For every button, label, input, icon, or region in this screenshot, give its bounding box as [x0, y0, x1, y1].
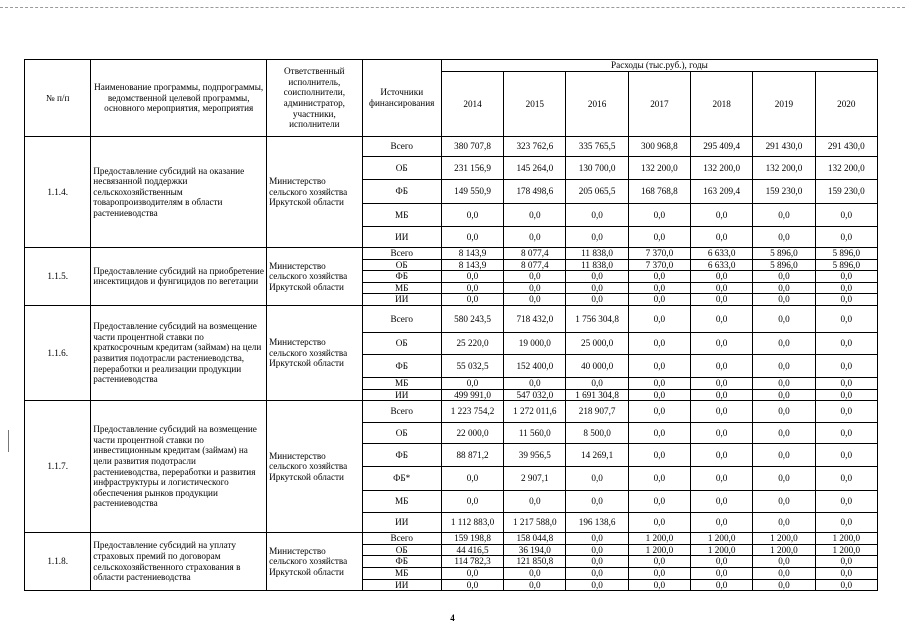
amount-cell: 0,0: [566, 544, 628, 556]
funding-source: ФБ: [362, 271, 441, 283]
amount-cell: 0,0: [753, 294, 815, 306]
funding-source: ОБ: [362, 544, 441, 556]
amount-cell: 0,0: [628, 282, 690, 294]
amount-cell: 335 765,5: [566, 137, 628, 157]
amount-cell: 580 243,5: [441, 305, 503, 332]
page-number: 4: [450, 613, 455, 623]
amount-cell: 8 143,9: [441, 248, 503, 260]
amount-cell: 0,0: [441, 227, 503, 248]
executor-name: Министерство сельского хозяйства Иркутской области: [267, 533, 362, 591]
amount-cell: 0,0: [691, 377, 753, 389]
amount-cell: 22 000,0: [441, 423, 503, 444]
funding-source: Всего: [362, 401, 441, 423]
amount-cell: 132 200,0: [815, 157, 877, 180]
amount-cell: 0,0: [504, 294, 566, 306]
amount-cell: 0,0: [441, 579, 503, 591]
header-year: 2020: [815, 72, 877, 137]
header-year: 2019: [753, 72, 815, 137]
amount-cell: 158 044,8: [504, 533, 566, 545]
amount-cell: 0,0: [753, 377, 815, 389]
amount-cell: 39 956,5: [504, 444, 566, 467]
amount-cell: 5 896,0: [815, 248, 877, 260]
amount-cell: 0,0: [815, 204, 877, 227]
table-row: [25, 248, 878, 260]
funding-source: ФБ: [362, 556, 441, 568]
amount-cell: 0,0: [691, 567, 753, 579]
amount-cell: 8 500,0: [566, 423, 628, 444]
amount-cell: 0,0: [566, 556, 628, 568]
amount-cell: 0,0: [566, 227, 628, 248]
header-year: 2017: [628, 72, 690, 137]
amount-cell: 159 230,0: [815, 180, 877, 204]
amount-cell: 0,0: [753, 389, 815, 401]
amount-cell: 380 707,8: [441, 137, 503, 157]
funding-source: ИИ: [362, 579, 441, 591]
amount-cell: 1 200,0: [815, 533, 877, 545]
header-sources: Источники финансирования: [362, 60, 441, 137]
header-year: 2016: [566, 72, 628, 137]
funding-source: МБ: [362, 567, 441, 579]
amount-cell: 0,0: [815, 444, 877, 467]
funding-source: ИИ: [362, 513, 441, 533]
amount-cell: 0,0: [691, 556, 753, 568]
funding-source: ФБ: [362, 354, 441, 377]
amount-cell: 0,0: [566, 467, 628, 491]
amount-cell: 0,0: [441, 282, 503, 294]
amount-cell: 8 143,9: [441, 259, 503, 271]
amount-cell: 218 907,7: [566, 401, 628, 423]
amount-cell: 0,0: [691, 444, 753, 467]
amount-cell: 0,0: [691, 579, 753, 591]
amount-cell: 499 991,0: [441, 389, 503, 401]
amount-cell: 0,0: [566, 294, 628, 306]
amount-cell: 88 871,2: [441, 444, 503, 467]
amount-cell: 0,0: [691, 467, 753, 491]
table-row: [25, 137, 878, 157]
amount-cell: 0,0: [441, 294, 503, 306]
amount-cell: 6 633,0: [691, 248, 753, 260]
amount-cell: 0,0: [815, 332, 877, 354]
amount-cell: 5 896,0: [815, 259, 877, 271]
amount-cell: 152 400,0: [504, 354, 566, 377]
funding-source: ФБ: [362, 444, 441, 467]
amount-cell: 0,0: [691, 491, 753, 513]
amount-cell: 1 200,0: [753, 533, 815, 545]
amount-cell: 295 409,4: [691, 137, 753, 157]
scan-top-edge: [0, 7, 905, 8]
amount-cell: 0,0: [753, 467, 815, 491]
amount-cell: 0,0: [815, 467, 877, 491]
amount-cell: 1 691 304,8: [566, 389, 628, 401]
amount-cell: 0,0: [566, 282, 628, 294]
funding-source: ОБ: [362, 259, 441, 271]
amount-cell: 0,0: [441, 567, 503, 579]
amount-cell: 0,0: [691, 294, 753, 306]
funding-source: Всего: [362, 305, 441, 332]
amount-cell: 0,0: [441, 467, 503, 491]
margin-mark: [8, 430, 9, 452]
amount-cell: 19 000,0: [504, 332, 566, 354]
amount-cell: 0,0: [691, 271, 753, 283]
amount-cell: 11 838,0: [566, 248, 628, 260]
amount-cell: 121 850,8: [504, 556, 566, 568]
amount-cell: 0,0: [815, 401, 877, 423]
amount-cell: 114 782,3: [441, 556, 503, 568]
amount-cell: 0,0: [628, 332, 690, 354]
budget-table-body: [25, 137, 878, 591]
amount-cell: 0,0: [753, 567, 815, 579]
amount-cell: 0,0: [504, 491, 566, 513]
amount-cell: 14 269,1: [566, 444, 628, 467]
executor-name: Министерство сельского хозяйства Иркутской области: [267, 401, 362, 533]
amount-cell: 0,0: [815, 282, 877, 294]
funding-source: МБ: [362, 282, 441, 294]
header-executor: Ответственный исполнитель, соисполнители, администратор, участники, исполнители: [267, 60, 362, 137]
amount-cell: 2 907,1: [504, 467, 566, 491]
amount-cell: 8 077,4: [504, 248, 566, 260]
amount-cell: 0,0: [441, 491, 503, 513]
amount-cell: 323 762,6: [504, 137, 566, 157]
amount-cell: 0,0: [504, 271, 566, 283]
amount-cell: 0,0: [504, 227, 566, 248]
amount-cell: 0,0: [815, 271, 877, 283]
funding-source: Всего: [362, 533, 441, 545]
amount-cell: 0,0: [753, 556, 815, 568]
amount-cell: 0,0: [566, 567, 628, 579]
amount-cell: 0,0: [628, 491, 690, 513]
amount-cell: 1 217 588,0: [504, 513, 566, 533]
amount-cell: 130 700,0: [566, 157, 628, 180]
row-number: 1.1.7.: [25, 401, 91, 533]
header-num: № п/п: [25, 60, 91, 137]
amount-cell: 0,0: [628, 444, 690, 467]
amount-cell: 0,0: [628, 271, 690, 283]
header-expenses: Расходы (тыс.руб.), годы: [441, 60, 877, 72]
program-name: Предоставление субсидий на оказание несвязанной поддержки сельскохозяйственным товаропроизводителям в области растениеводства: [91, 137, 267, 248]
program-name: Предоставление субсидий на уплату страховых премий по договорам сельскохозяйственного страхования в области растениеводства: [91, 533, 267, 591]
amount-cell: 1 223 754,2: [441, 401, 503, 423]
funding-source: Всего: [362, 248, 441, 260]
amount-cell: 11 560,0: [504, 423, 566, 444]
funding-source: ИИ: [362, 227, 441, 248]
amount-cell: 0,0: [753, 282, 815, 294]
amount-cell: 0,0: [628, 567, 690, 579]
amount-cell: 291 430,0: [815, 137, 877, 157]
amount-cell: 145 264,0: [504, 157, 566, 180]
amount-cell: 1 756 304,8: [566, 305, 628, 332]
table-row: [25, 305, 878, 332]
amount-cell: 0,0: [753, 513, 815, 533]
table-row: [25, 401, 878, 423]
amount-cell: 0,0: [815, 377, 877, 389]
amount-cell: 0,0: [691, 423, 753, 444]
amount-cell: 0,0: [691, 204, 753, 227]
funding-source: ОБ: [362, 332, 441, 354]
amount-cell: 0,0: [504, 567, 566, 579]
amount-cell: 0,0: [815, 227, 877, 248]
amount-cell: 0,0: [441, 271, 503, 283]
amount-cell: 0,0: [691, 354, 753, 377]
executor-name: Министерство сельского хозяйства Иркутской области: [267, 305, 362, 400]
amount-cell: 0,0: [628, 579, 690, 591]
funding-source: ФБ: [362, 180, 441, 204]
amount-cell: 1 200,0: [753, 544, 815, 556]
row-number: 1.1.5.: [25, 248, 91, 306]
funding-source: ОБ: [362, 157, 441, 180]
amount-cell: 0,0: [628, 423, 690, 444]
amount-cell: 36 194,0: [504, 544, 566, 556]
amount-cell: 1 200,0: [691, 544, 753, 556]
amount-cell: 0,0: [815, 354, 877, 377]
amount-cell: 291 430,0: [753, 137, 815, 157]
amount-cell: 231 156,9: [441, 157, 503, 180]
amount-cell: 55 032,5: [441, 354, 503, 377]
amount-cell: 11 838,0: [566, 259, 628, 271]
amount-cell: 1 200,0: [628, 533, 690, 545]
amount-cell: 0,0: [753, 401, 815, 423]
amount-cell: 0,0: [815, 556, 877, 568]
amount-cell: 0,0: [441, 204, 503, 227]
amount-cell: 0,0: [753, 271, 815, 283]
amount-cell: 8 077,4: [504, 259, 566, 271]
amount-cell: 0,0: [566, 491, 628, 513]
amount-cell: 0,0: [628, 294, 690, 306]
amount-cell: 25 000,0: [566, 332, 628, 354]
amount-cell: 0,0: [691, 305, 753, 332]
amount-cell: 0,0: [504, 282, 566, 294]
amount-cell: 0,0: [815, 389, 877, 401]
amount-cell: 0,0: [566, 271, 628, 283]
amount-cell: 0,0: [691, 332, 753, 354]
amount-cell: 0,0: [566, 579, 628, 591]
amount-cell: 149 550,9: [441, 180, 503, 204]
amount-cell: 0,0: [628, 389, 690, 401]
amount-cell: 0,0: [753, 491, 815, 513]
amount-cell: 5 896,0: [753, 248, 815, 260]
amount-cell: 0,0: [753, 423, 815, 444]
amount-cell: 1 200,0: [691, 533, 753, 545]
program-name: Предоставление субсидий на приобретение инсектицидов и фунгицидов по вегетации: [91, 248, 267, 306]
amount-cell: 0,0: [753, 579, 815, 591]
amount-cell: 1 200,0: [815, 544, 877, 556]
amount-cell: 7 370,0: [628, 259, 690, 271]
amount-cell: 0,0: [815, 294, 877, 306]
amount-cell: 159 230,0: [753, 180, 815, 204]
amount-cell: 0,0: [691, 282, 753, 294]
amount-cell: 5 896,0: [753, 259, 815, 271]
amount-cell: 0,0: [753, 444, 815, 467]
table-row: [25, 533, 878, 545]
amount-cell: 40 000,0: [566, 354, 628, 377]
funding-source: МБ: [362, 377, 441, 389]
amount-cell: 0,0: [566, 204, 628, 227]
amount-cell: 0,0: [504, 377, 566, 389]
amount-cell: 0,0: [815, 305, 877, 332]
amount-cell: 0,0: [691, 401, 753, 423]
funding-source: МБ: [362, 204, 441, 227]
amount-cell: 0,0: [628, 513, 690, 533]
amount-cell: 6 633,0: [691, 259, 753, 271]
program-name: Предоставление субсидий на возмещение части процентной ставки по инвестиционным кредитам (займам) на цели развития подотрасли растениеводства, переработки и развития инфраструктуры и логистического обеспечения рынков продукции растениеводства: [91, 401, 267, 533]
amount-cell: 0,0: [628, 354, 690, 377]
amount-cell: 0,0: [441, 377, 503, 389]
header-name: Наименование программы, подпрограммы, ведомственной целевой программы, основного мероприятия, мероприятия: [91, 60, 267, 137]
amount-cell: 718 432,0: [504, 305, 566, 332]
amount-cell: 0,0: [815, 423, 877, 444]
amount-cell: 0,0: [628, 227, 690, 248]
amount-cell: 178 498,6: [504, 180, 566, 204]
amount-cell: 0,0: [815, 491, 877, 513]
program-name: Предоставление субсидий на возмещение части процентной ставки по краткосрочным кредитам (займам) на цели развития подотрасли растениеводства, переработки и реализации продукции растениеводства: [91, 305, 267, 400]
amount-cell: 0,0: [504, 579, 566, 591]
amount-cell: 0,0: [566, 533, 628, 545]
amount-cell: 7 370,0: [628, 248, 690, 260]
header-year: 2014: [441, 72, 503, 137]
amount-cell: 0,0: [628, 467, 690, 491]
header-year: 2018: [691, 72, 753, 137]
executor-name: Министерство сельского хозяйства Иркутской области: [267, 248, 362, 306]
funding-source: ОБ: [362, 423, 441, 444]
amount-cell: 1 272 011,6: [504, 401, 566, 423]
amount-cell: 205 065,5: [566, 180, 628, 204]
amount-cell: 0,0: [815, 579, 877, 591]
amount-cell: 0,0: [691, 227, 753, 248]
amount-cell: 0,0: [628, 556, 690, 568]
amount-cell: 0,0: [753, 305, 815, 332]
amount-cell: 44 416,5: [441, 544, 503, 556]
amount-cell: 0,0: [753, 204, 815, 227]
funding-source: ИИ: [362, 294, 441, 306]
amount-cell: 0,0: [504, 204, 566, 227]
funding-source: ИИ: [362, 389, 441, 401]
amount-cell: 196 138,6: [566, 513, 628, 533]
executor-name: Министерство сельского хозяйства Иркутской области: [267, 137, 362, 248]
amount-cell: 0,0: [566, 377, 628, 389]
amount-cell: 0,0: [691, 389, 753, 401]
amount-cell: 547 032,0: [504, 389, 566, 401]
amount-cell: 1 200,0: [628, 544, 690, 556]
amount-cell: 0,0: [753, 354, 815, 377]
amount-cell: 132 200,0: [628, 157, 690, 180]
amount-cell: 168 768,8: [628, 180, 690, 204]
amount-cell: 163 209,4: [691, 180, 753, 204]
budget-table: [24, 59, 878, 591]
amount-cell: 0,0: [691, 513, 753, 533]
funding-source: Всего: [362, 137, 441, 157]
amount-cell: 132 200,0: [753, 157, 815, 180]
amount-cell: 0,0: [628, 305, 690, 332]
amount-cell: 300 968,8: [628, 137, 690, 157]
row-number: 1.1.6.: [25, 305, 91, 400]
amount-cell: 0,0: [628, 204, 690, 227]
header-year: 2015: [504, 72, 566, 137]
amount-cell: 132 200,0: [691, 157, 753, 180]
amount-cell: 0,0: [815, 513, 877, 533]
row-number: 1.1.4.: [25, 137, 91, 248]
amount-cell: 0,0: [753, 227, 815, 248]
amount-cell: 0,0: [815, 567, 877, 579]
amount-cell: 1 112 883,0: [441, 513, 503, 533]
amount-cell: 159 198,8: [441, 533, 503, 545]
funding-source: ФБ*: [362, 467, 441, 491]
funding-source: МБ: [362, 491, 441, 513]
row-number: 1.1.8.: [25, 533, 91, 591]
amount-cell: 0,0: [628, 377, 690, 389]
amount-cell: 25 220,0: [441, 332, 503, 354]
amount-cell: 0,0: [753, 332, 815, 354]
amount-cell: 0,0: [628, 401, 690, 423]
